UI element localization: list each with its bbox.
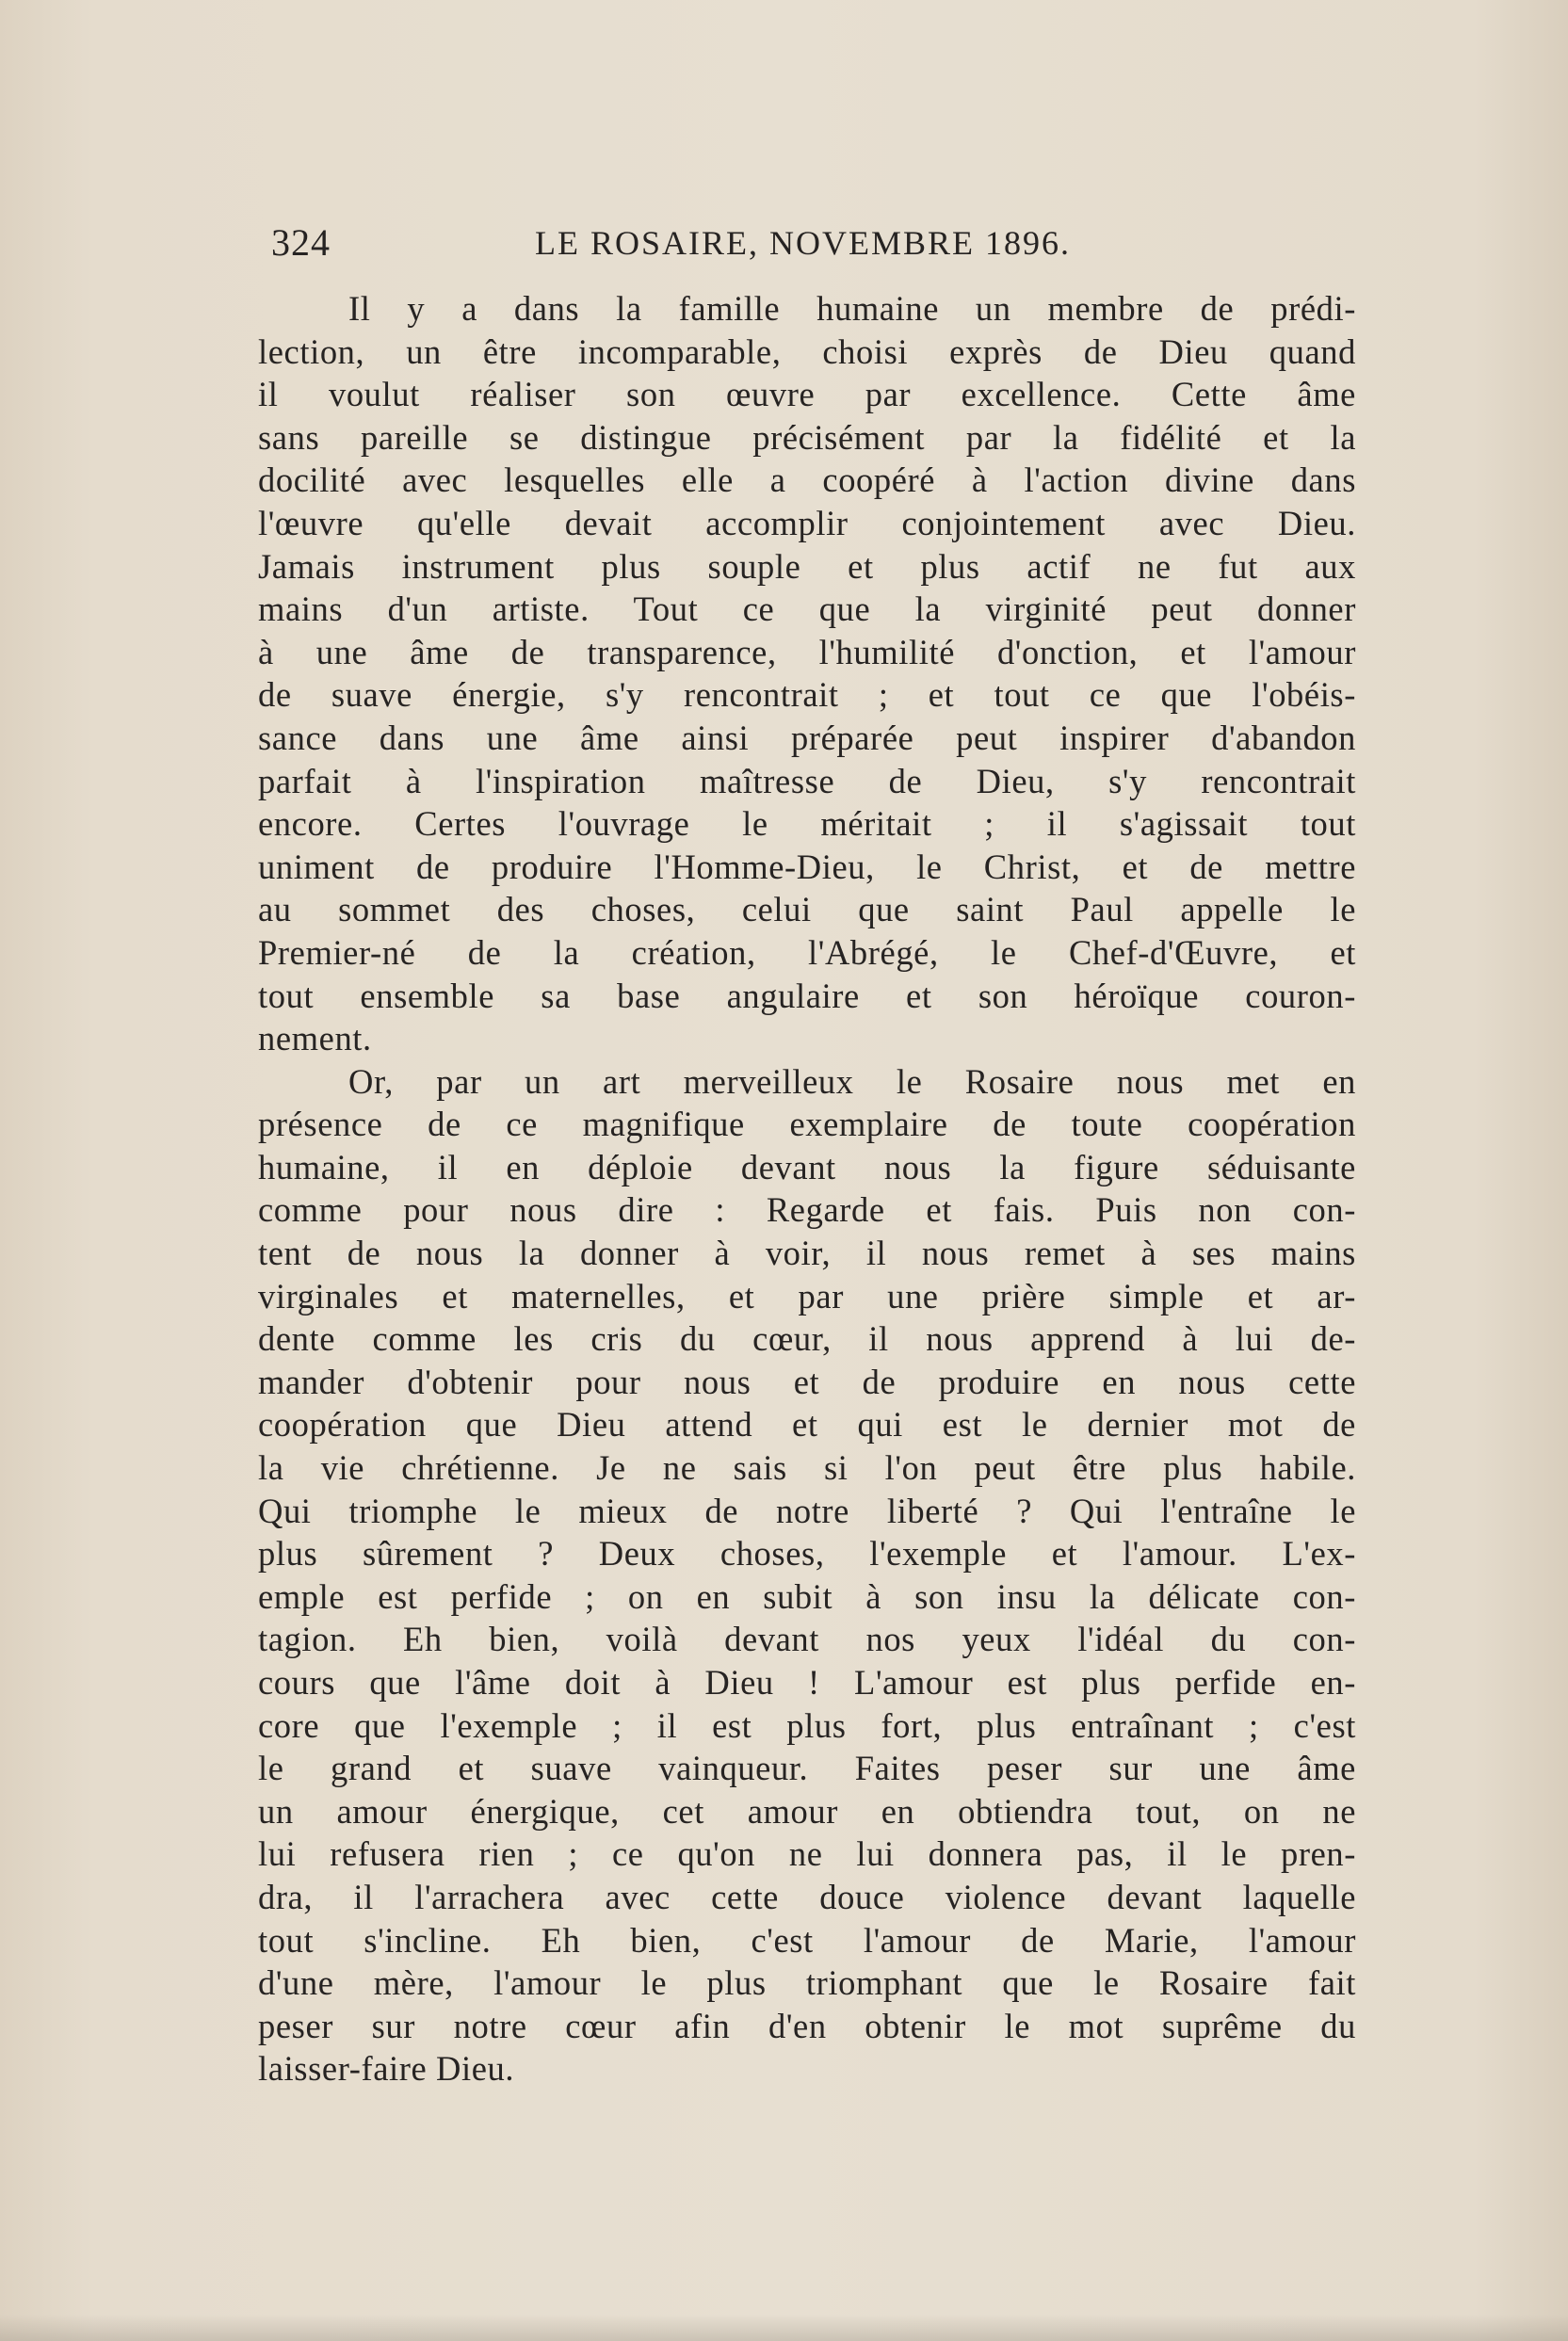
text-line: l'œuvre qu'elle devait accomplir conjointement avec Dieu.: [258, 503, 1356, 542]
text-line: il voulut réaliser son œuvre par excellence. Cette âme: [258, 375, 1356, 414]
text-line: tent de nous la donner à voir, il nous remet à ses mains: [258, 1234, 1356, 1273]
text-line: Il y a dans la famille humaine un membre de prédi-: [348, 289, 1356, 328]
text-line: de suave énergie, s'y rencontrait ; et tout ce que l'obéis-: [258, 675, 1356, 715]
text-line: tout s'incline. Eh bien, c'est l'amour de Marie, l'amour: [258, 1920, 1356, 1960]
paragraph-2: [258, 1060, 1356, 2091]
text-line: sans pareille se distingue précisément par la fidélité et la: [258, 417, 1356, 457]
text-line: Or, par un art merveilleux le Rosaire nous met en: [348, 1061, 1356, 1101]
body-text: [258, 287, 1356, 2091]
page-bottom-edge: [0, 2315, 1568, 2341]
text-line: un amour énergique, cet amour en obtiendra tout, on ne: [258, 1791, 1356, 1831]
text-line: plus sûrement ? Deux choses, l'exemple et l'amour. L'ex-: [258, 1534, 1356, 1574]
text-line: à une âme de transparence, l'humilité d'onction, et l'amour: [258, 632, 1356, 671]
text-line: Qui triomphe le mieux de notre liberté ? Qui l'entraîne le: [258, 1491, 1356, 1530]
text-line: docilité avec lesquelles elle a coopéré à l'action divine dans: [258, 460, 1356, 500]
text-line: présence de ce magnifique exemplaire de toute coopération: [258, 1105, 1356, 1144]
text-line: mander d'obtenir pour nous et de produire en nous cette: [258, 1362, 1356, 1401]
running-head: [271, 218, 1366, 267]
text-line: encore. Certes l'ouvrage le méritait ; il s'agissait tout: [258, 804, 1356, 844]
text-line: nement.: [258, 1019, 372, 1058]
text-line: comme pour nous dire : Regarde et fais. Puis non con-: [258, 1190, 1356, 1230]
paragraph-1: [258, 287, 1356, 1060]
text-line: la vie chrétienne. Je ne sais si l'on peut être plus habile.: [258, 1448, 1356, 1488]
text-line: dra, il l'arrachera avec cette douce violence devant laquelle: [258, 1877, 1356, 1916]
text-line: laisser-faire Dieu.: [258, 2049, 515, 2089]
text-line: dente comme les cris du cœur, il nous apprend à lui de-: [258, 1319, 1356, 1359]
text-line: Premier-né de la création, l'Abrégé, le Chef-d'Œuvre, et: [258, 932, 1356, 972]
text-line: core que l'exemple ; il est plus fort, plus entraînant ; c'est: [258, 1705, 1356, 1745]
text-line: d'une mère, l'amour le plus triomphant que le Rosaire fait: [258, 1963, 1356, 2003]
page-number: 324: [271, 221, 331, 264]
text-line: cours que l'âme doit à Dieu ! L'amour est plus perfide en-: [258, 1663, 1356, 1702]
text-line: Jamais instrument plus souple et plus actif ne fut aux: [258, 546, 1356, 586]
text-line: virginales et maternelles, et par une prière simple et ar-: [258, 1276, 1356, 1316]
text-line: coopération que Dieu attend et qui est le dernier mot de: [258, 1405, 1356, 1445]
text-line: peser sur notre cœur afin d'en obtenir le mot suprême du: [258, 2006, 1356, 2045]
text-line: emple est perfide ; on en subit à son insu la délicate con-: [258, 1576, 1356, 1616]
text-line: humaine, il en déploie devant nous la figure séduisante: [258, 1147, 1356, 1187]
text-line: sance dans une âme ainsi préparée peut inspirer d'abandon: [258, 718, 1356, 757]
text-line: tagion. Eh bien, voilà devant nos yeux l'idéal du con-: [258, 1620, 1356, 1659]
text-line: le grand et suave vainqueur. Faites peser sur une âme: [258, 1749, 1356, 1788]
text-line: tout ensemble sa base angulaire et son héroïque couron-: [258, 976, 1356, 1015]
text-line: lection, un être incomparable, choisi exprès de Dieu quand: [258, 331, 1356, 371]
text-line: au sommet des choses, celui que saint Paul appelle le: [258, 890, 1356, 929]
text-line: mains d'un artiste. Tout ce que la virginité peut donner: [258, 589, 1356, 629]
text-line: lui refusera rien ; ce qu'on ne lui donnera pas, il le pren-: [258, 1834, 1356, 1874]
running-title: LE ROSAIRE, NOVEMBRE 1896.: [535, 224, 1072, 262]
text-line: uniment de produire l'Homme-Dieu, le Christ, et de mettre: [258, 847, 1356, 886]
text-line: parfait à l'inspiration maîtresse de Dieu, s'y rencontrait: [258, 761, 1356, 800]
